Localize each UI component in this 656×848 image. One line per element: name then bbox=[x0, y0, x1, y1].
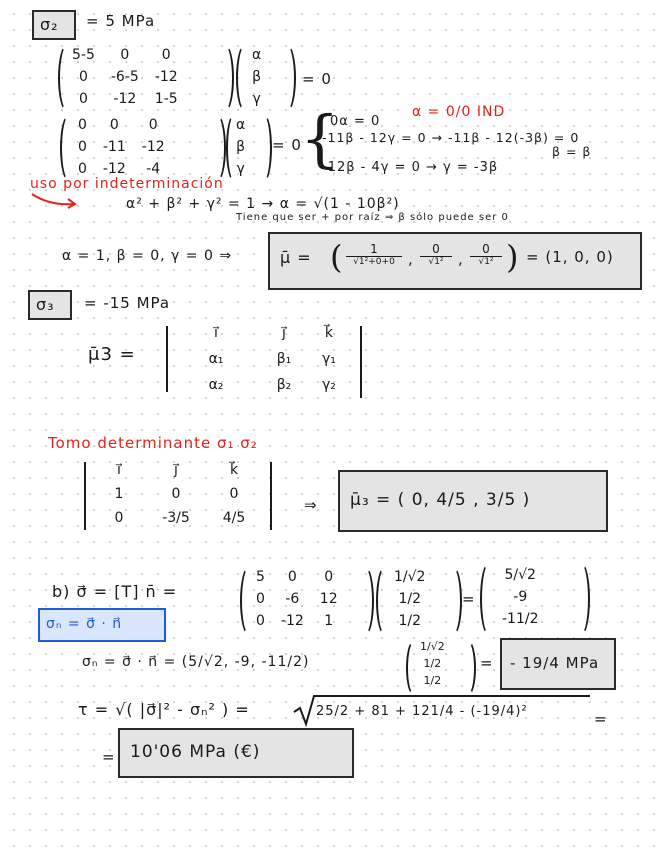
det1-cell: i⃗ bbox=[214, 325, 218, 341]
normal-vector bbox=[386, 566, 433, 632]
matrix2-cell: 0 bbox=[78, 117, 87, 133]
stress-vector-result bbox=[494, 564, 547, 630]
det2-cell: -3/5 bbox=[162, 510, 190, 526]
fraction-3-num: 0 bbox=[470, 242, 502, 257]
n2-cell: 1/2 bbox=[423, 657, 442, 670]
det1-cell: γ₁ bbox=[322, 351, 336, 367]
tensor-cell: 0 bbox=[324, 569, 334, 585]
tensor-cell: -6 bbox=[285, 591, 300, 607]
det1-cell: k⃗ bbox=[324, 325, 333, 341]
sigma-n-definition-box bbox=[38, 608, 166, 642]
res-right-paren bbox=[572, 562, 590, 636]
tensor-cell: 0 bbox=[287, 569, 297, 585]
tau-formula: τ = √( |σ⃗|² - σₙ² ) = bbox=[78, 700, 250, 719]
mu3-result-box bbox=[338, 470, 608, 532]
sigma3-value: = -15 MPa bbox=[84, 294, 171, 312]
fraction-1 bbox=[346, 242, 402, 267]
det2-cell: j⃗ bbox=[174, 462, 178, 478]
fraction-2-den: √1² bbox=[428, 257, 444, 267]
system-eq1-note: α = 0/0 IND bbox=[412, 104, 506, 120]
res-cell: 5/√2 bbox=[504, 567, 536, 583]
indeterminacy-note: uso por indeterminación bbox=[30, 176, 224, 192]
sigma3-label-box bbox=[28, 290, 72, 320]
matrix2-cell: -12 bbox=[102, 161, 126, 177]
system-eq2: -11β - 12γ = 0 → -11β - 12(-3β) = 0 bbox=[322, 130, 580, 145]
res-cell: -11/2 bbox=[502, 611, 539, 627]
res-cell: -9 bbox=[513, 589, 528, 605]
det2-cell: 0 bbox=[171, 486, 181, 502]
sigma-n-calc: σₙ = σ⃗ · n⃗ = (5/√2, -9, -11/2) bbox=[82, 654, 310, 670]
matrix1-cell: 0 bbox=[161, 47, 171, 63]
n-cell: 1/2 bbox=[398, 613, 421, 629]
n2-cell: 1/2 bbox=[423, 674, 442, 687]
comma-2: , bbox=[458, 250, 464, 268]
fraction-3 bbox=[470, 242, 502, 267]
stress-vector-eq: b) σ⃗ = [T] n̄ = bbox=[52, 582, 178, 601]
sigma3-label: σ₃ bbox=[36, 295, 55, 314]
tensor-cell: 12 bbox=[319, 591, 338, 607]
matrix1 bbox=[64, 44, 186, 110]
comma-1: , bbox=[408, 250, 414, 268]
tau-result-box bbox=[118, 728, 354, 778]
mu-result-value: = (1, 0, 0) bbox=[526, 248, 614, 266]
system-eq2-result: β = β bbox=[552, 144, 592, 159]
T-right-paren bbox=[356, 566, 374, 636]
eq-sign-3: = bbox=[594, 710, 608, 728]
system-eq3: -12β - 4γ = 0 → γ = -3β bbox=[322, 160, 499, 175]
vec-cell: β bbox=[252, 69, 262, 85]
vec-cell: β bbox=[236, 139, 246, 155]
det1-cell: α₂ bbox=[208, 377, 224, 393]
det2-cell: 4/5 bbox=[222, 510, 246, 526]
det2 bbox=[92, 458, 262, 530]
eq-zero-1: = 0 bbox=[302, 70, 332, 88]
fraction-2 bbox=[420, 242, 452, 267]
n-cell: 1/√2 bbox=[394, 569, 426, 585]
matrix1-cell: -12 bbox=[113, 91, 137, 107]
mu-open-paren: ( bbox=[330, 238, 343, 276]
tensor-cell: 1 bbox=[324, 613, 334, 629]
fraction-2-num: 0 bbox=[420, 242, 452, 257]
det1-cell: β₁ bbox=[276, 351, 292, 367]
eq-zero-2: = 0 bbox=[272, 136, 302, 154]
vec2 bbox=[228, 114, 253, 180]
vec1 bbox=[244, 44, 269, 110]
system-eq1: 0α = 0 bbox=[330, 114, 381, 129]
matrix1-cell: 0 bbox=[78, 91, 88, 107]
sigma-n-result-box bbox=[500, 638, 616, 690]
mu-symbol: μ̄ = bbox=[280, 248, 312, 267]
matrix2-right-paren bbox=[208, 114, 226, 182]
system-brace: { bbox=[300, 102, 340, 175]
matrix2 bbox=[70, 114, 173, 180]
matrix1-cell: 1-5 bbox=[154, 91, 178, 107]
matrix1-cell: 5-5 bbox=[72, 47, 95, 63]
sigma-n-definition: σₙ = σ⃗ · n⃗ bbox=[46, 616, 123, 632]
det2-right-bar bbox=[270, 462, 272, 530]
sigma-n-result: - 19/4 MPa bbox=[510, 654, 600, 672]
vec-cell: γ bbox=[252, 91, 261, 107]
fraction-3-den: √1² bbox=[478, 257, 494, 267]
tensor-cell: 5 bbox=[256, 569, 265, 585]
det1-right-bar bbox=[360, 326, 362, 398]
determinant-note: Tomo determinante σ₁ σ₂ bbox=[48, 434, 258, 452]
tensor-cell: -12 bbox=[280, 613, 304, 629]
sigma2-value: = 5 MPa bbox=[86, 12, 156, 30]
n-right-paren bbox=[444, 566, 462, 636]
final-eq-sign: = bbox=[102, 748, 116, 766]
det1-left-bar bbox=[166, 326, 168, 392]
sigma2-label-box bbox=[32, 10, 76, 40]
normalization-eq: α² + β² + γ² = 1 → α = √(1 - 10β²) bbox=[126, 196, 400, 212]
matrix1-cell: 0 bbox=[120, 47, 130, 63]
det1-cell: β₂ bbox=[276, 377, 292, 393]
det1-cell: j⃗ bbox=[282, 325, 286, 341]
sigma2-label: σ₂ bbox=[40, 15, 59, 34]
implies-arrow: ⇒ bbox=[304, 496, 318, 514]
tensor-cell: 0 bbox=[256, 591, 265, 607]
matrix2-cell: -12 bbox=[141, 139, 165, 155]
vec2-right-paren bbox=[256, 114, 272, 182]
fraction-1-num: 1 bbox=[346, 242, 402, 257]
positivity-note: Tiene que ser + por raíz ⇒ β sólo puede ser 0 bbox=[236, 212, 509, 223]
matrix1-right-paren bbox=[216, 44, 234, 112]
red-arrow-icon bbox=[30, 192, 80, 212]
det2-cell: 1 bbox=[114, 486, 124, 502]
vec1-right-paren bbox=[278, 44, 296, 112]
matrix2-cell: 0 bbox=[109, 117, 119, 133]
vec-cell: α bbox=[236, 117, 246, 133]
tensor-cell: 0 bbox=[256, 613, 265, 629]
fraction-1-den: √1²+0+0 bbox=[353, 257, 395, 267]
mu3-label: μ̄3 = bbox=[88, 344, 136, 365]
matrix2-cell: 0 bbox=[148, 117, 158, 133]
det2-cell: 0 bbox=[229, 486, 239, 502]
tau-radicand: 25/2 + 81 + 121/4 - (-19/4)² bbox=[316, 704, 528, 719]
n2-cell: 1/√2 bbox=[420, 640, 445, 653]
stress-tensor bbox=[248, 566, 346, 632]
n2-right-paren bbox=[460, 640, 476, 696]
mu-close-paren: ) bbox=[506, 238, 519, 276]
mu-result-box bbox=[268, 232, 642, 290]
det1 bbox=[178, 320, 344, 398]
det1-cell: α₁ bbox=[208, 351, 224, 367]
n-cell: 1/2 bbox=[398, 591, 421, 607]
vec-cell: α bbox=[252, 47, 262, 63]
matrix2-cell: 0 bbox=[78, 161, 87, 177]
matrix1-cell: -6-5 bbox=[110, 69, 139, 85]
det1-cell: γ₂ bbox=[322, 377, 336, 393]
tau-result: 10'06 MPa (€) bbox=[130, 742, 261, 762]
det2-cell: k⃗ bbox=[229, 462, 239, 478]
eq-sign-1: = bbox=[462, 590, 476, 608]
matrix1-cell: 0 bbox=[78, 69, 88, 85]
normal-vector-2 bbox=[412, 638, 453, 689]
alpha-beta-gamma-values: α = 1, β = 0, γ = 0 ⇒ bbox=[62, 248, 233, 264]
det2-cell: i⃗ bbox=[117, 462, 121, 478]
vec-cell: γ bbox=[236, 161, 245, 177]
matrix2-cell: -11 bbox=[102, 139, 126, 155]
matrix2-cell: 0 bbox=[78, 139, 87, 155]
det2-cell: 0 bbox=[114, 510, 124, 526]
matrix1-cell: -12 bbox=[154, 69, 178, 85]
mu3-result: μ̄₃ = ( 0, 4/5 , 3/5 ) bbox=[350, 490, 531, 510]
eq-sign-2: = bbox=[480, 654, 494, 672]
det2-left-bar bbox=[84, 462, 86, 530]
matrix2-cell: -4 bbox=[146, 161, 161, 177]
